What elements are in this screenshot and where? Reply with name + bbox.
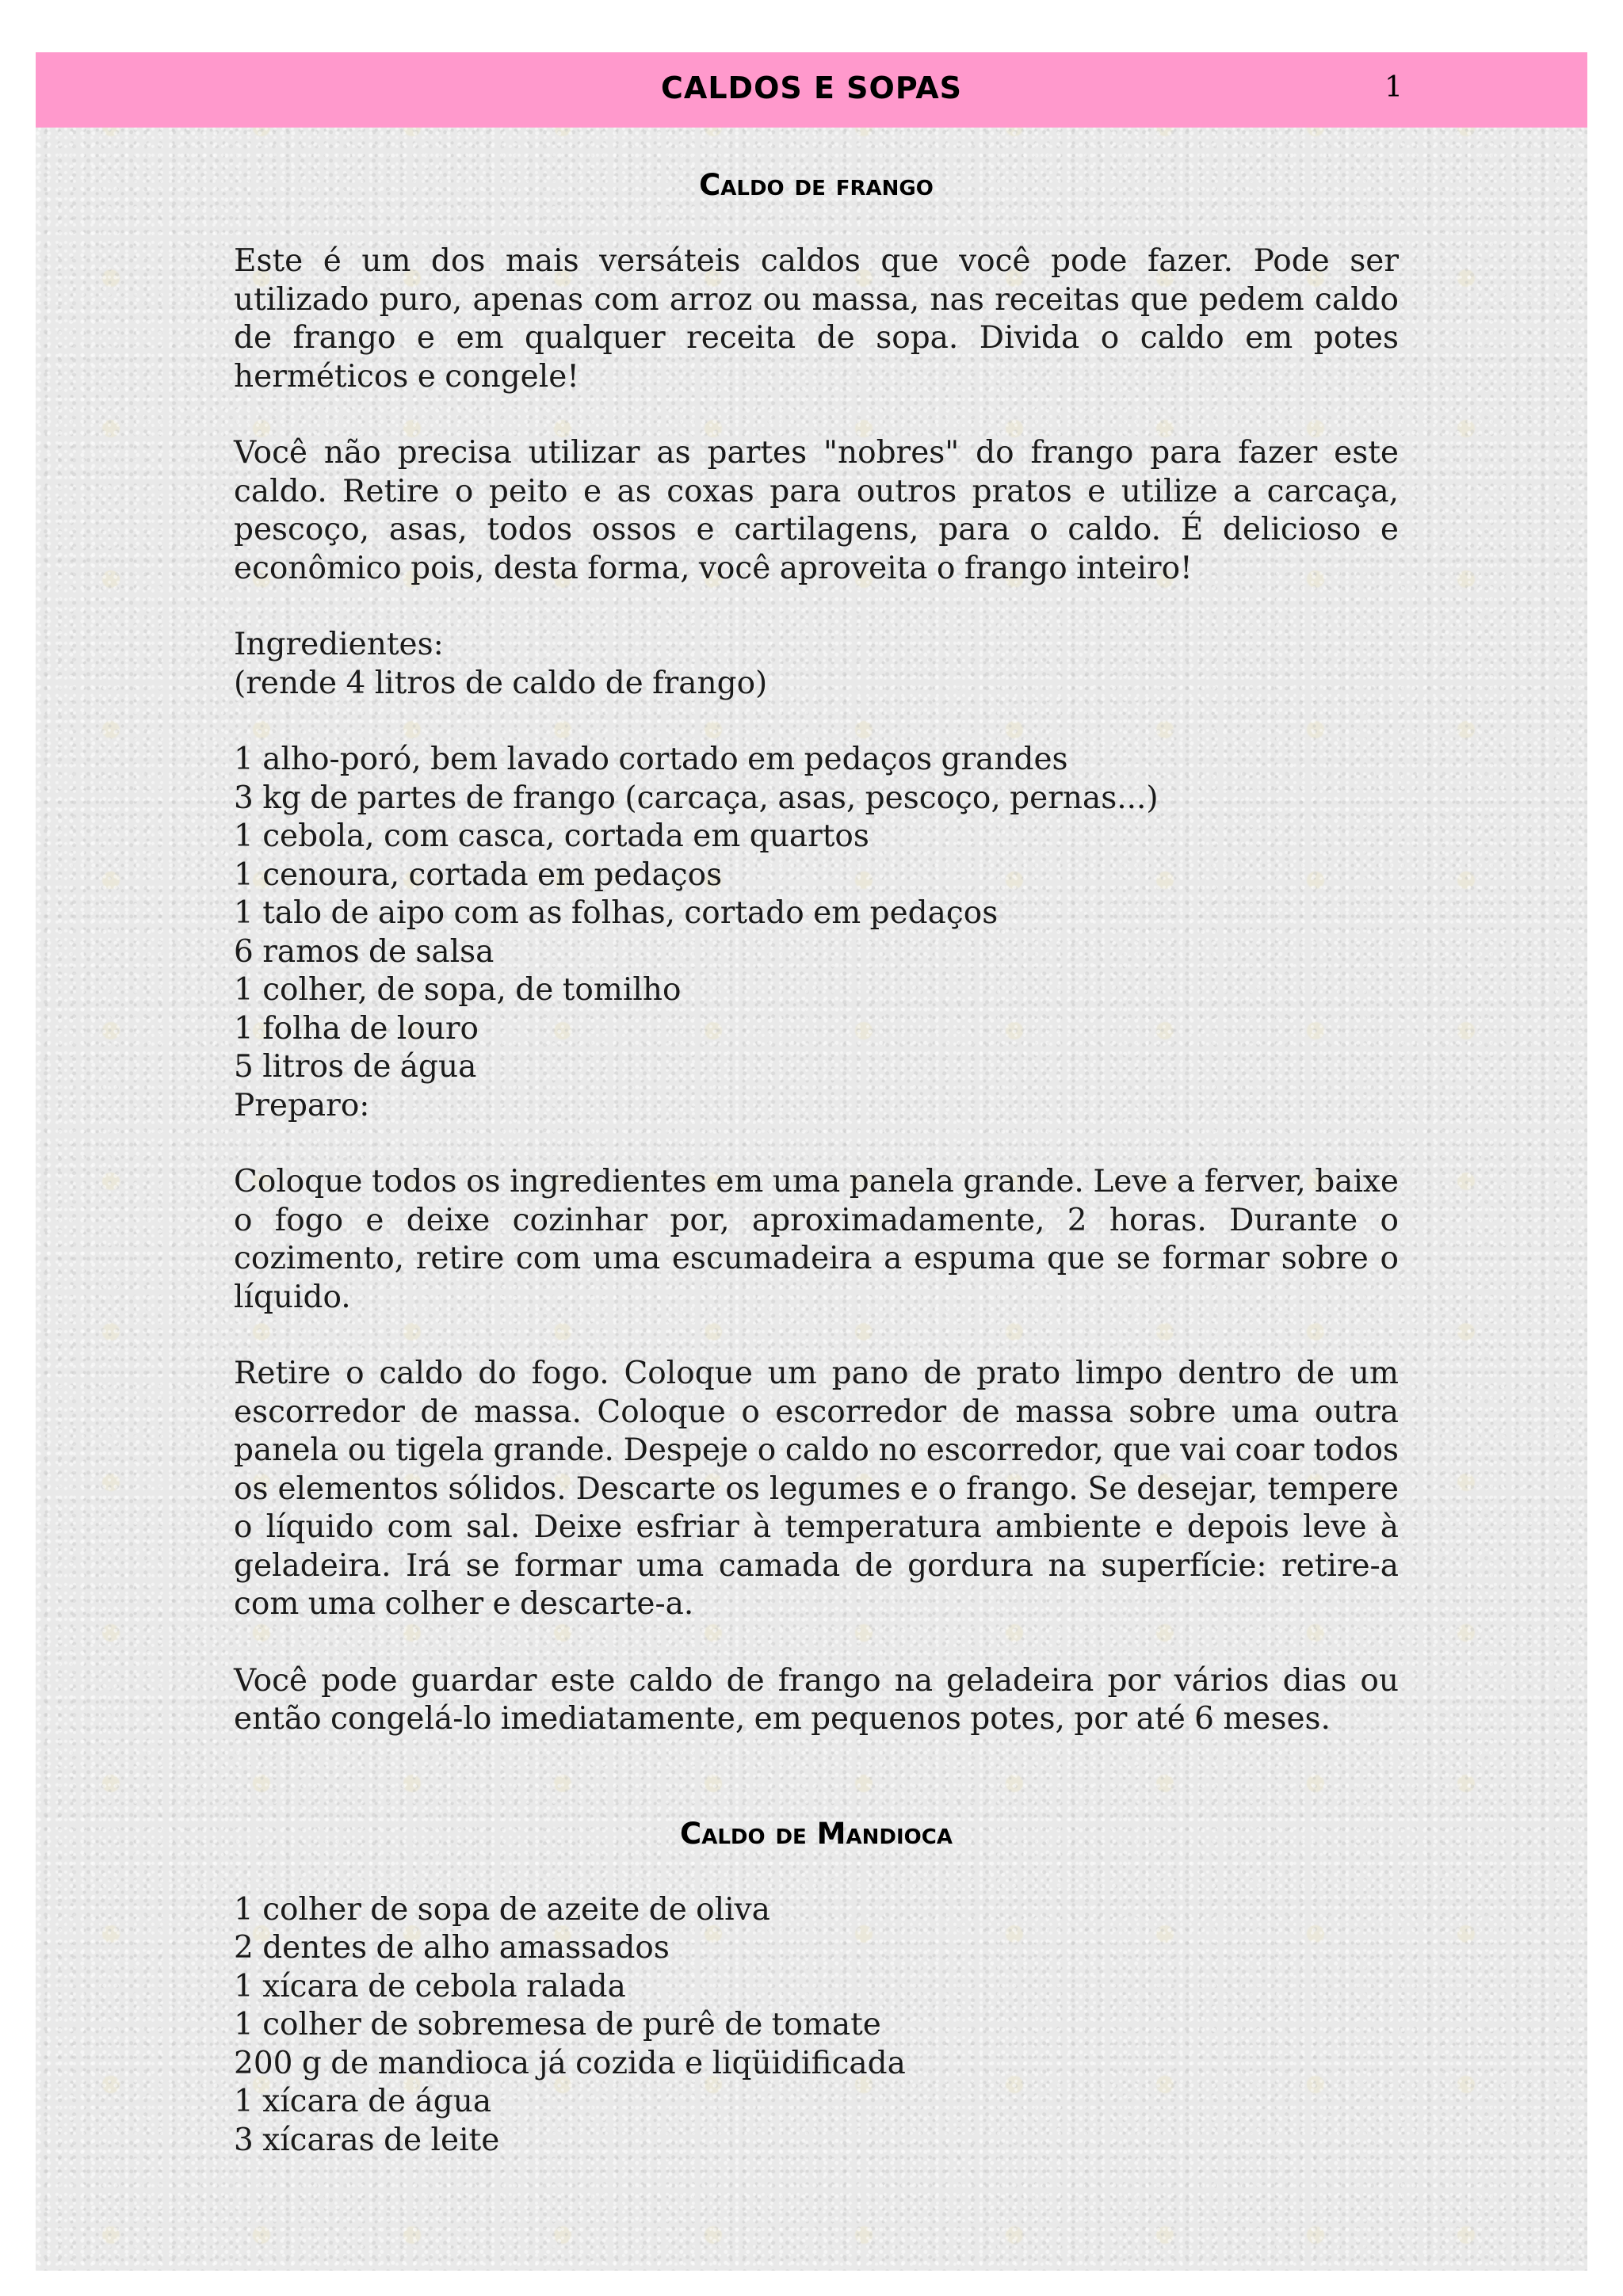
ingredient-list-caldo-de-mandioca [234,1891,1399,2161]
page-header-title: CALDOS E SOPAS [661,71,962,105]
ingredient-item: 1 xícara de cebola ralada [234,1968,626,2004]
page-number: 1 [1384,71,1403,104]
ingredient-item: 1 colher de sobremesa de purê de tomate [234,2007,881,2042]
ingredient-item: 5 litros de água [234,1049,477,1085]
ingredient-item: 3 kg de partes de frango (carcaça, asas, pescoço, pernas...) [234,780,1159,816]
ingredient-item: 1 cenoura, cortada em pedaços [234,856,723,893]
intro-paragraph-1: Este é um dos mais versáteis caldos que você pode fazer. Pode ser utilizado puro, apenas com arroz ou massa, nas receitas que pedem caldo de frango e em qualquer receita de sopa. Divida o caldo em potes herméticos e congele! [234,243,1399,395]
ingredient-item: 1 alho-poró, bem lavado cortado em pedaços grandes [234,742,1068,777]
ingredient-item: 2 dentes de alho amassados [234,1930,670,1966]
recipe-title-caldo-de-frango: Caldo de frango [699,168,934,202]
ingredient-item: 1 folha de louro [234,1010,479,1047]
preparation-paragraph-3: Você pode guardar este caldo de frango na geladeira por vários dias ou então congelá-lo imediatamente, em pequenos potes, por até 6 meses. [234,1662,1399,1737]
ingredient-item: 3 xícaras de leite [234,2122,500,2158]
yield-text: (rende 4 litros de caldo de frango) [234,665,768,701]
ingredient-item: 200 g de mandioca já cozida e liqüidificada [234,2045,906,2081]
ingredient-item: 1 colher, de sopa, de tomilho [234,972,682,1008]
preparation-paragraph-2: Retire o caldo do fogo. Coloque um pano de prato limpo dentro de um escorredor de massa. Coloque o escorredor de massa sobre uma outra panela ou tigela grande. Despeje o caldo no escorredor, que vai coar todos os elementos sólidos. Descarte os legumes e o frango. Se desejar, tempere o líquido com sal. Deixe esfriar à temperatura ambiente e depois leve à geladeira. Irá se formar uma camada de gordura na superfície: retire-a com uma colher e descarte-a. [234,1356,1399,1622]
ingredient-item: 1 xícara de água [234,2084,492,2119]
ingredients-label: Ingredientes: [234,627,444,662]
ingredient-item: 6 ramos de salsa [234,933,495,970]
ingredient-item: 1 talo de aipo com as folhas, cortado em pedaços [234,895,999,931]
intro-paragraph-2: Você não precisa utilizar as partes "nobres" do frango para fazer este caldo. Retire o peito e as coxas para outros pratos e utilize a carcaça, pescoço, asas, todos ossos e cartilagens, para o caldo. É delicioso e econômico pois, desta forma, você aproveita o frango inteiro! [234,435,1399,586]
ingredient-list-caldo-de-frango [234,741,1399,1087]
preparation-paragraph-1: Coloque todos os ingredientes em uma panela grande. Leve a ferver, baixe o fogo e deixe cozinhar por, aproximadamente, 2 horas. Durante o cozimento, retire com uma escumadeira a espuma que se formar sobre o líquido. [234,1164,1399,1315]
ingredient-item: 1 cebola, com casca, cortada em quartos [234,818,869,854]
recipe-title-caldo-de-mandioca: Caldo de Mandioca [680,1816,953,1851]
ingredient-item: 1 colher de sopa de azeite de oliva [234,1891,770,1928]
document-body [234,166,1399,2160]
preparation-label: Preparo: [234,1087,370,1123]
